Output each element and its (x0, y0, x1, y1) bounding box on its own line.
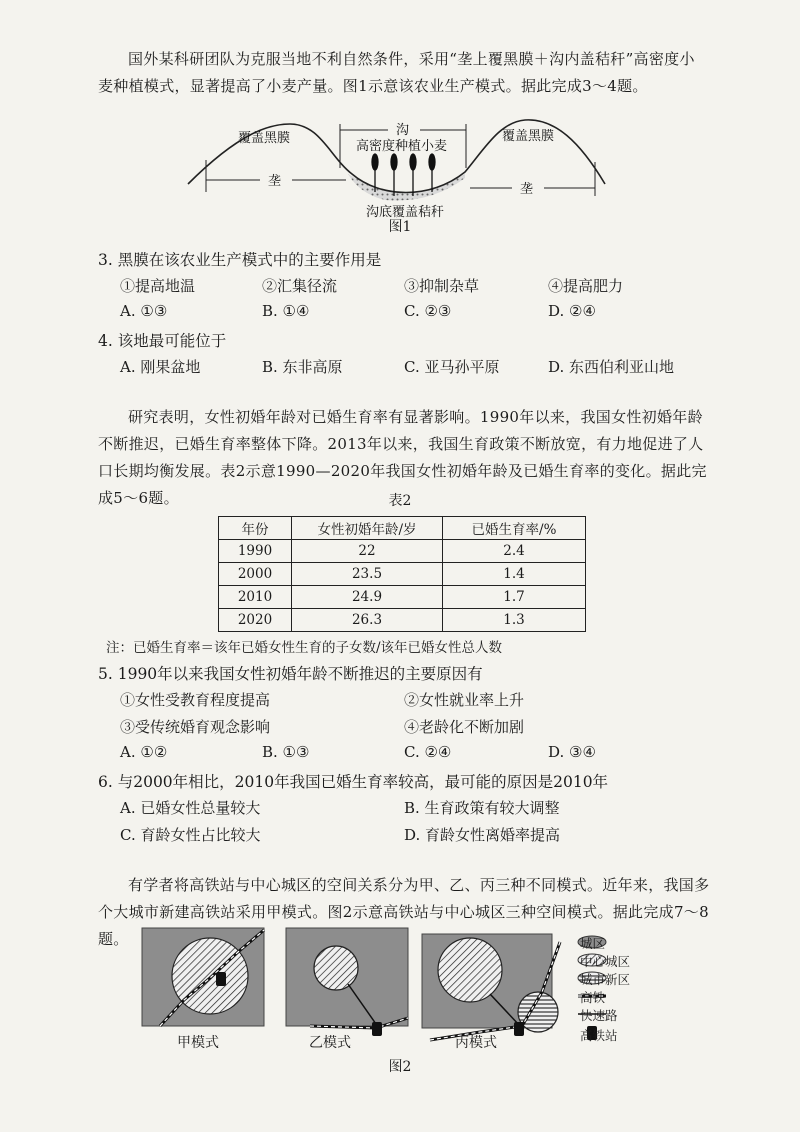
table-2-title: 表2 (388, 493, 412, 509)
table-cell: 1.3 (443, 609, 586, 632)
intro-paragraph-3: 有学者将高铁站与中心城区的空间关系分为甲、乙、丙三种不同模式。近年来，我国多个大城市新建高铁站采用甲模式。图2示意高铁站与中心城区三种空间模式。据此完成7～8题。 (98, 876, 710, 948)
table-2 (218, 516, 586, 632)
legend-newarea-label: 城市新区 (580, 972, 631, 987)
table-header-rate: 已婚生育率/% (443, 517, 586, 540)
table-row (219, 586, 586, 609)
table-row (219, 609, 586, 632)
q3-option-b: B. ①④ (262, 302, 310, 320)
table-cell: 2000 (219, 563, 292, 586)
table-cell: 1.7 (443, 586, 586, 609)
legend-urban-label: 城区 (580, 936, 606, 951)
label-ditch: 沟 (396, 123, 410, 138)
table-cell: 2010 (219, 586, 292, 609)
q3-item-4: ④提高肥力 (548, 277, 624, 295)
intro-paragraph-1: 国外某科研团队为克服当地不利自然条件，采用“垄上覆黑膜＋沟内盖秸秆”高密度小麦种植模式，显著提高了小麦产量。图1示意该农业生产模式。据此完成3～4题。 (98, 50, 695, 95)
table-cell: 1990 (219, 540, 292, 563)
table-cell: 1.4 (443, 563, 586, 586)
q3-item-3: ③抑制杂草 (404, 277, 480, 295)
q3-item-1: ①提高地温 (120, 277, 196, 295)
figure-1-caption: 图1 (388, 219, 412, 235)
q5-item-2: ②女性就业率上升 (404, 691, 525, 709)
question-5-stem: 5. 1990年以来我国女性初婚年龄不断推迟的主要原因有 (98, 665, 483, 683)
label-film-right: 覆盖黑膜 (502, 129, 555, 144)
table-header-row (219, 517, 586, 540)
panel-bing (422, 934, 560, 1040)
panel-bing-label: 丙模式 (455, 1035, 497, 1051)
q3-item-2: ②汇集径流 (262, 277, 338, 295)
station-icon (514, 1022, 524, 1036)
q4-option-c: C. 亚马孙平原 (404, 358, 500, 376)
table-cell: 2020 (219, 609, 292, 632)
question-6-stem: 6. 与2000年相比，2010年我国已婚生育率较高，最可能的原因是2010年 (98, 773, 609, 791)
q6-option-a: A. 已婚女性总量较大 (120, 799, 261, 817)
panel-jia-label: 甲模式 (177, 1035, 219, 1051)
q6-option-c: C. 育龄女性占比较大 (120, 826, 261, 844)
q5-item-3: ③受传统婚育观念影响 (120, 718, 271, 736)
q5-item-4: ④老龄化不断加剧 (404, 718, 525, 736)
label-ridge-left: 垄 (268, 174, 282, 189)
q3-option-c: C. ②③ (404, 302, 452, 320)
table-cell: 26.3 (292, 609, 443, 632)
panel-yi (286, 928, 408, 1036)
q5-option-d: D. ③④ (548, 743, 596, 761)
table-2-note: 注：已婚生育率＝该年已婚女性生育的子女数/该年已婚女性总人数 (106, 640, 503, 656)
q4-option-d: D. 东西伯利亚山地 (548, 358, 675, 376)
label-ridge-right: 垄 (520, 182, 534, 197)
figure-2-caption: 图2 (388, 1059, 412, 1075)
station-icon (372, 1022, 382, 1036)
table-row (219, 563, 586, 586)
q4-option-a: A. 刚果盆地 (120, 358, 201, 376)
label-film-left: 覆盖黑膜 (238, 131, 291, 146)
legend-center-label: 中心城区 (580, 954, 631, 969)
question-3-stem: 3. 黑膜在该农业生产模式中的主要作用是 (98, 251, 382, 269)
figure-1-diagram (180, 112, 620, 224)
label-wheat: 高密度种植小麦 (356, 139, 448, 154)
table-cell: 23.5 (292, 563, 443, 586)
legend-station-label: 高铁站 (580, 1028, 618, 1043)
panel-yi-label: 乙模式 (309, 1035, 351, 1051)
q5-option-a: A. ①② (120, 743, 168, 761)
legend-rail-label: 高铁 (580, 990, 606, 1005)
table-header-year: 年份 (219, 517, 292, 540)
table-cell: 2.4 (443, 540, 586, 563)
q5-option-b: B. ①③ (262, 743, 310, 761)
station-icon (216, 972, 226, 986)
intro-paragraph-2: 研究表明，女性初婚年龄对已婚生育率有显著影响。1990年以来，我国女性初婚年龄不断推迟，已婚生育率整体下降。2013年以来，我国生育政策不断放宽，有力地促进了人口长期均衡发展。表2示意1990—2020年我国女性初婚年龄及已婚生育率的变化。据此完成5～6题。 (98, 408, 707, 507)
q6-option-d: D. 育龄女性离婚率提高 (404, 826, 561, 844)
label-straw: 沟底覆盖秸秆 (366, 205, 445, 220)
question-4-stem: 4. 该地最可能位于 (98, 332, 227, 350)
q3-option-d: D. ②④ (548, 302, 596, 320)
table-cell: 24.9 (292, 586, 443, 609)
q5-item-1: ①女性受教育程度提高 (120, 691, 271, 709)
table-cell: 22 (292, 540, 443, 563)
q4-option-b: B. 东非高原 (262, 358, 343, 376)
table-header-age: 女性初婚年龄/岁 (292, 517, 443, 540)
q3-option-a: A. ①③ (120, 302, 168, 320)
q6-option-b: B. 生育政策有较大调整 (404, 799, 560, 817)
panel-jia (142, 928, 264, 1026)
table-row (219, 540, 586, 563)
legend-expressway-label: 快速路 (580, 1008, 618, 1023)
q5-option-c: C. ②④ (404, 743, 452, 761)
